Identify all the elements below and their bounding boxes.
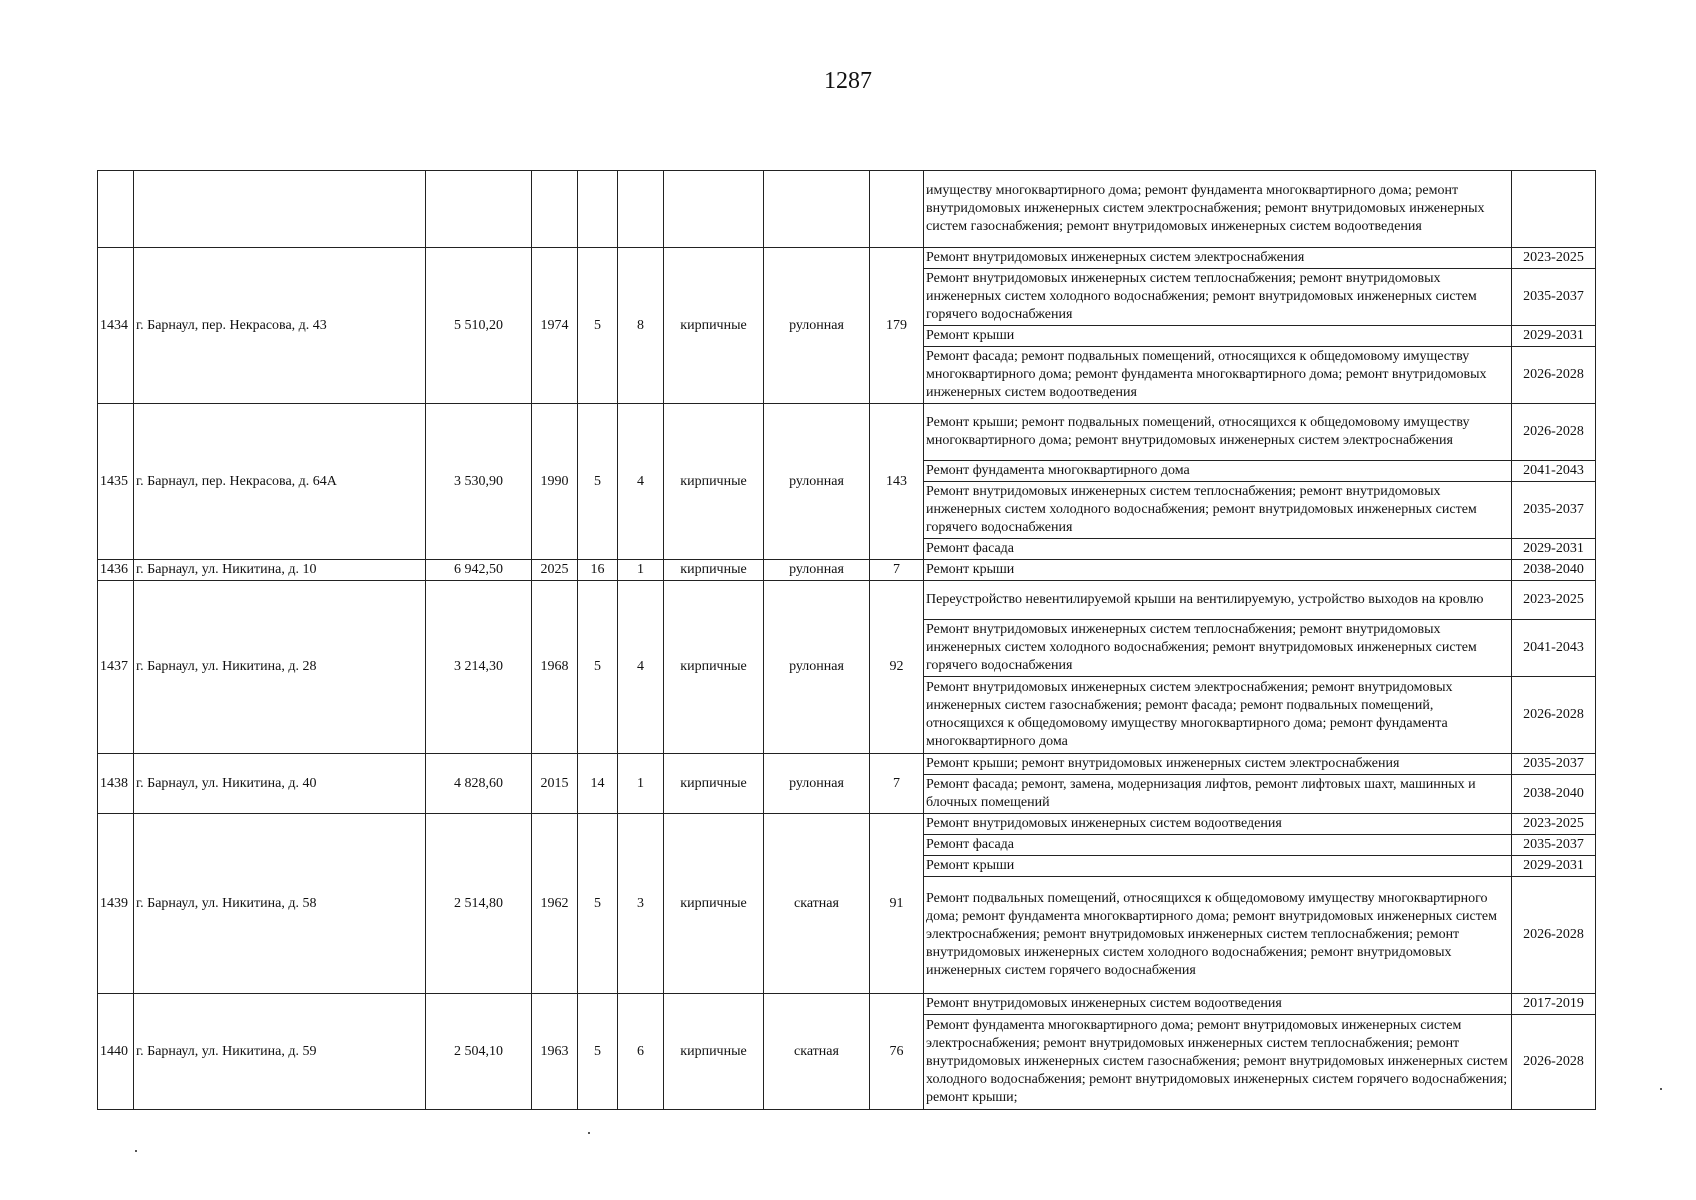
scan-speck [588, 1132, 590, 1134]
work-period: 2026-2028 [1512, 677, 1596, 754]
work-description: Ремонт внутридомовых инженерных систем электроснабжения; ремонт внутридомовых инженерных систем газоснабжения; ремонт фасада; ремонт подвальных помещений, относящихся к общедомовому имуществу многоквартирного дома; ремонт фундамента многоквартирного дома [924, 677, 1512, 754]
row-number: 1440 [98, 994, 134, 1110]
wall-material: кирпичные [664, 560, 764, 581]
wall-material: кирпичные [664, 754, 764, 814]
work-description: Ремонт подвальных помещений, относящихся к общедомовому имуществу многоквартирного дома; ремонт фундамента многоквартирного дома; ремонт внутридомовых инженерных систем электроснабжения; ремонт внутридомовых инженерных систем теплоснабжения; ремонт внутридомовых инженерных систем холодного водоснабжения; ремонт внутридомовых инженерных систем горячего водоснабжения [924, 877, 1512, 994]
floor-count: 16 [578, 560, 618, 581]
work-period: 2035-2037 [1512, 269, 1596, 326]
work-description: Ремонт фасада [924, 835, 1512, 856]
cell-empty [870, 171, 924, 248]
work-description: Переустройство невентилируемой крыши на вентилируемую, устройство выходов на кровлю [924, 581, 1512, 620]
row-number: 1434 [98, 248, 134, 404]
entrance-count: 8 [618, 248, 664, 404]
address: г. Барнаул, ул. Никитина, д. 28 [134, 581, 426, 754]
wall-material: кирпичные [664, 404, 764, 560]
build-year: 2015 [532, 754, 578, 814]
resident-count: 143 [870, 404, 924, 560]
house-row [98, 560, 1596, 581]
work-period: 2035-2037 [1512, 835, 1596, 856]
house-row [98, 248, 1596, 269]
work-period: 2026-2028 [1512, 404, 1596, 461]
address: г. Барнаул, пер. Некрасова, д. 43 [134, 248, 426, 404]
work-period: 2023-2025 [1512, 814, 1596, 835]
scan-speck [135, 1150, 137, 1152]
roof-type: скатная [764, 994, 870, 1110]
row-number: 1439 [98, 814, 134, 994]
resident-count: 7 [870, 754, 924, 814]
roof-type: рулонная [764, 581, 870, 754]
total-area: 3 214,30 [426, 581, 532, 754]
work-description: Ремонт крыши [924, 560, 1512, 581]
roof-type: скатная [764, 814, 870, 994]
work-period: 2035-2037 [1512, 754, 1596, 775]
work-description: Ремонт внутридомовых инженерных систем теплоснабжения; ремонт внутридомовых инженерных систем холодного водоснабжения; ремонт внутридомовых инженерных систем горячего водоснабжения [924, 269, 1512, 326]
house-row [98, 814, 1596, 835]
work-period: 2029-2031 [1512, 326, 1596, 347]
work-period: 2035-2037 [1512, 482, 1596, 539]
address: г. Барнаул, ул. Никитина, д. 40 [134, 754, 426, 814]
work-description: Ремонт крыши; ремонт внутридомовых инженерных систем электроснабжения [924, 754, 1512, 775]
work-description: Ремонт крыши; ремонт подвальных помещений, относящихся к общедомовому имуществу многоквартирного дома; ремонт внутридомовых инженерных систем электроснабжения [924, 404, 1512, 461]
entrance-count: 1 [618, 754, 664, 814]
total-area: 3 530,90 [426, 404, 532, 560]
entrance-count: 3 [618, 814, 664, 994]
roof-type: рулонная [764, 754, 870, 814]
entrance-count: 4 [618, 581, 664, 754]
cell-empty [426, 171, 532, 248]
carryover-row [98, 171, 1596, 248]
work-period: 2023-2025 [1512, 248, 1596, 269]
cell-empty [764, 171, 870, 248]
cell-empty [134, 171, 426, 248]
row-number: 1437 [98, 581, 134, 754]
total-area: 2 504,10 [426, 994, 532, 1110]
total-area: 6 942,50 [426, 560, 532, 581]
work-period: 2029-2031 [1512, 856, 1596, 877]
total-area: 4 828,60 [426, 754, 532, 814]
floor-count: 5 [578, 248, 618, 404]
floor-count: 5 [578, 404, 618, 560]
work-period: 2029-2031 [1512, 539, 1596, 560]
work-description: Ремонт внутридомовых инженерных систем теплоснабжения; ремонт внутридомовых инженерных систем холодного водоснабжения; ремонт внутридомовых инженерных систем горячего водоснабжения [924, 620, 1512, 677]
total-area: 5 510,20 [426, 248, 532, 404]
capital-repair-table [97, 170, 1596, 1110]
address: г. Барнаул, ул. Никитина, д. 59 [134, 994, 426, 1110]
work-period: 2041-2043 [1512, 461, 1596, 482]
house-row [98, 994, 1596, 1015]
address: г. Барнаул, пер. Некрасова, д. 64А [134, 404, 426, 560]
entrance-count: 1 [618, 560, 664, 581]
work-description: имуществу многоквартирного дома; ремонт фундамента многоквартирного дома; ремонт внутридомовых инженерных систем электроснабжения; ремонт внутридомовых инженерных систем газоснабжения; ремонт внутридомовых инженерных систем водоотведения [924, 171, 1512, 248]
build-year: 1990 [532, 404, 578, 560]
work-description: Ремонт фундамента многоквартирного дома [924, 461, 1512, 482]
entrance-count: 6 [618, 994, 664, 1110]
house-row [98, 404, 1596, 461]
resident-count: 76 [870, 994, 924, 1110]
house-row [98, 754, 1596, 775]
row-number: 1438 [98, 754, 134, 814]
table-body [98, 171, 1596, 1110]
build-year: 1974 [532, 248, 578, 404]
work-description: Ремонт крыши [924, 856, 1512, 877]
floor-count: 5 [578, 994, 618, 1110]
work-description: Ремонт фундамента многоквартирного дома; ремонт внутридомовых инженерных систем электроснабжения; ремонт внутридомовых инженерных систем теплоснабжения; ремонт внутридомовых инженерных систем газоснабжения; ремонт внутридомовых инженерных систем холодного водоснабжения; ремонт внутридомовых инженерных систем горячего водоснабжения; ремонт крыши; [924, 1015, 1512, 1110]
roof-type: рулонная [764, 404, 870, 560]
row-number: 1436 [98, 560, 134, 581]
work-description: Ремонт внутридомовых инженерных систем водоотведения [924, 814, 1512, 835]
address: г. Барнаул, ул. Никитина, д. 10 [134, 560, 426, 581]
address: г. Барнаул, ул. Никитина, д. 58 [134, 814, 426, 994]
cell-empty [664, 171, 764, 248]
wall-material: кирпичные [664, 581, 764, 754]
roof-type: рулонная [764, 248, 870, 404]
cell-empty [532, 171, 578, 248]
resident-count: 92 [870, 581, 924, 754]
cell-empty [98, 171, 134, 248]
work-description: Ремонт фасада; ремонт подвальных помещений, относящихся к общедомовому имуществу многоквартирного дома; ремонт фундамента многоквартирного дома; ремонт внутридомовых инженерных систем водоотведения [924, 347, 1512, 404]
work-period: 2038-2040 [1512, 560, 1596, 581]
work-description: Ремонт фасада [924, 539, 1512, 560]
cell-empty [618, 171, 664, 248]
work-description: Ремонт внутридомовых инженерных систем водоотведения [924, 994, 1512, 1015]
wall-material: кирпичные [664, 248, 764, 404]
work-period [1512, 171, 1596, 248]
total-area: 2 514,80 [426, 814, 532, 994]
work-description: Ремонт внутридомовых инженерных систем теплоснабжения; ремонт внутридомовых инженерных систем холодного водоснабжения; ремонт внутридомовых инженерных систем горячего водоснабжения [924, 482, 1512, 539]
work-period: 2017-2019 [1512, 994, 1596, 1015]
page-number: 1287 [824, 68, 872, 94]
work-description: Ремонт фасада; ремонт, замена, модернизация лифтов, ремонт лифтовых шахт, машинных и блочных помещений [924, 775, 1512, 814]
floor-count: 14 [578, 754, 618, 814]
work-description: Ремонт крыши [924, 326, 1512, 347]
build-year: 1968 [532, 581, 578, 754]
row-number: 1435 [98, 404, 134, 560]
work-period: 2026-2028 [1512, 347, 1596, 404]
house-row [98, 581, 1596, 620]
floor-count: 5 [578, 814, 618, 994]
entrance-count: 4 [618, 404, 664, 560]
scan-speck [1660, 1088, 1662, 1090]
cell-empty [578, 171, 618, 248]
work-period: 2023-2025 [1512, 581, 1596, 620]
build-year: 2025 [532, 560, 578, 581]
wall-material: кирпичные [664, 994, 764, 1110]
wall-material: кирпичные [664, 814, 764, 994]
work-period: 2038-2040 [1512, 775, 1596, 814]
resident-count: 7 [870, 560, 924, 581]
floor-count: 5 [578, 581, 618, 754]
work-period: 2026-2028 [1512, 1015, 1596, 1110]
work-period: 2026-2028 [1512, 877, 1596, 994]
work-period: 2041-2043 [1512, 620, 1596, 677]
roof-type: рулонная [764, 560, 870, 581]
build-year: 1963 [532, 994, 578, 1110]
resident-count: 91 [870, 814, 924, 994]
resident-count: 179 [870, 248, 924, 404]
build-year: 1962 [532, 814, 578, 994]
work-description: Ремонт внутридомовых инженерных систем электроснабжения [924, 248, 1512, 269]
